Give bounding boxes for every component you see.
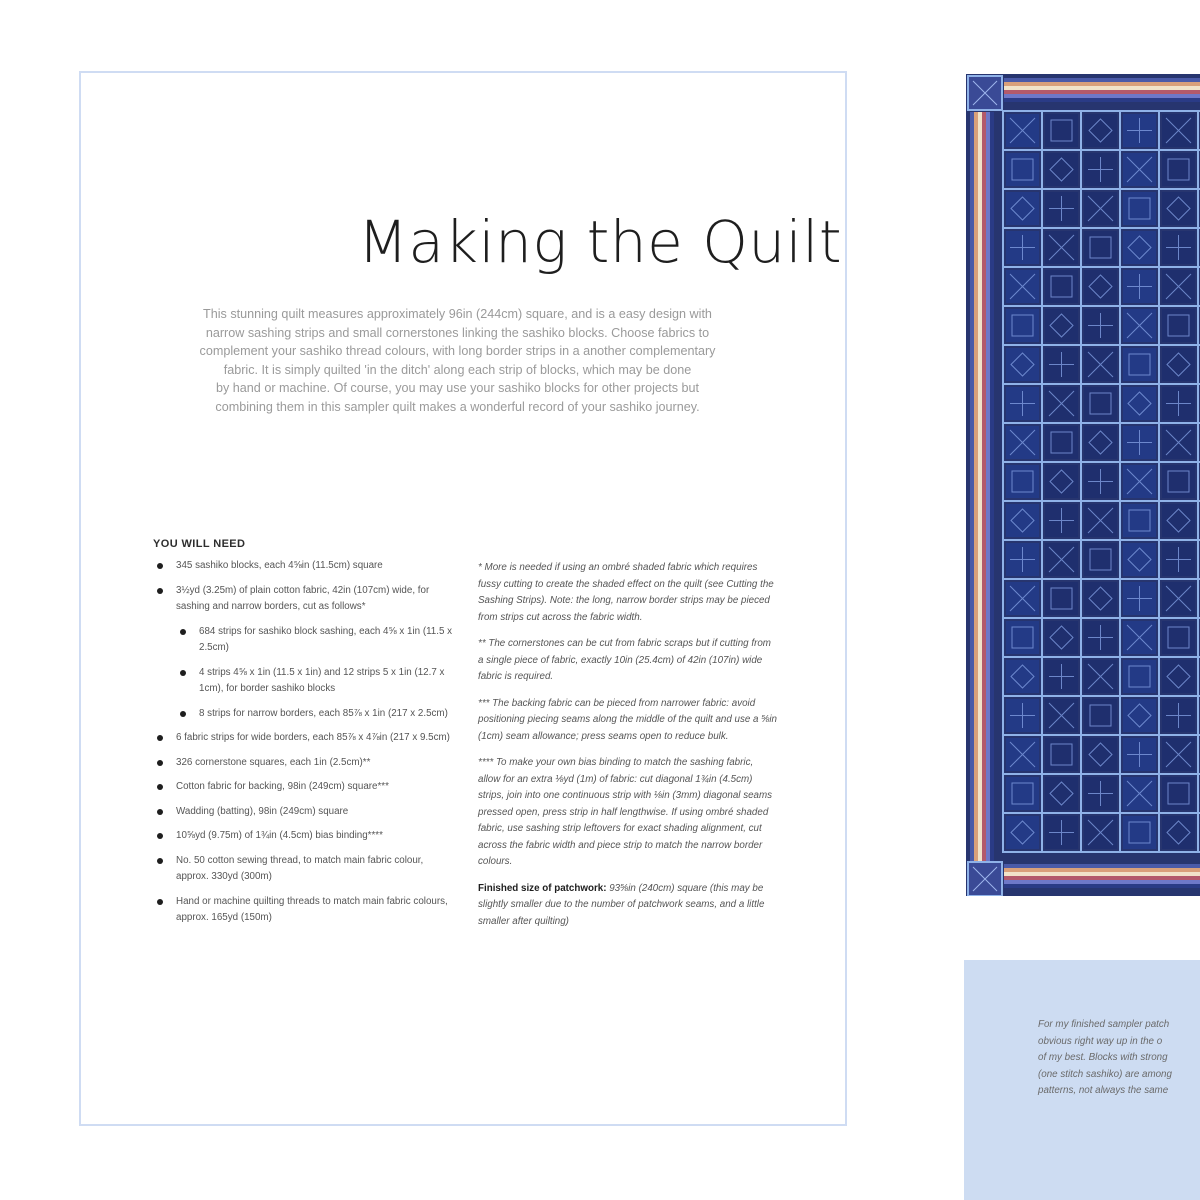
border-stripe (1004, 880, 1200, 884)
needs-sub-list (176, 624, 453, 723)
sashiko-block (1084, 387, 1117, 420)
caption-line: obvious right way up in the o (1038, 1035, 1163, 1047)
intro-line: This stunning quilt measures approximately 96in (244cm) square, and is a easy design with (203, 307, 712, 321)
border-stripe (1004, 82, 1200, 86)
needs-item: 6 fabric strips for wide borders, each 85⅞ x 4⅞in (217 x 9.5cm) (153, 730, 453, 747)
sashiko-block (1006, 153, 1039, 186)
footnote: ** The cornerstones can be cut from fabric scraps but if cutting from a single piece of fabric, exactly 10in (25.4cm) of 42in (107in) wide fabric is required. (478, 638, 771, 682)
sashiko-block (1084, 699, 1117, 732)
intro-line: narrow sashing strips and small cornerstones linking the sashiko blocks. Choose fabrics to (205, 325, 710, 340)
border-stripe (1004, 872, 1200, 876)
needs-item: Cotton fabric for backing, 98in (249cm) square*** (153, 779, 453, 796)
needs-item: Hand or machine quilting threads to match main fabric colours, approx. 165yd (150m) (153, 894, 453, 927)
sashiko-block (1045, 114, 1078, 147)
intro-line: complement your sashiko thread colours, with long border strips in a another complementary (199, 344, 716, 358)
sashiko-block (1123, 192, 1156, 225)
border-stripe (1004, 98, 1200, 102)
sashiko-block (1123, 816, 1156, 849)
materials-list (153, 538, 453, 935)
footnote: *** The backing fabric can be pieced from narrower fabric: avoid positioning piecing seams along the middle of the quilt and use a ⅝in (1cm) seam allowance; press seams open to reduce bulk. (478, 697, 778, 742)
sashiko-block (1006, 621, 1039, 654)
needs-sub-item: 684 strips for sashiko block sashing, each 4⅝ x 1in (11.5 x 2.5cm) (176, 624, 453, 657)
finished-size-text: 93⅝in (240cm) square (this may be slightly smaller due to the number of patchwork seams, and a little smaller after quilting) (478, 882, 765, 927)
you-will-need-heading: YOU WILL NEED (153, 538, 246, 550)
border-stripe (1004, 86, 1200, 90)
caption-line: of my best. Blocks with strong (1038, 1052, 1168, 1063)
needs-list (153, 558, 453, 927)
border-stripe (982, 112, 986, 864)
needs-item: Wadding (batting), 98in (249cm) square (153, 804, 453, 821)
intro-paragraph (130, 305, 785, 416)
border-stripe (974, 112, 978, 864)
border-stripe (970, 112, 974, 864)
caption-text (1038, 1017, 1200, 1100)
sashiko-block (1123, 504, 1156, 537)
intro-line: combining them in this sampler quilt makes a wonderful record of your sashiko journey. (215, 399, 700, 414)
border-stripe (990, 112, 994, 864)
needs-item: 10⅝yd (9.75m) of 1¾in (4.5cm) bias binding**** (153, 828, 453, 845)
sashiko-block (1045, 426, 1078, 459)
sashiko-block (1006, 465, 1039, 498)
sashiko-block (1045, 738, 1078, 771)
footnote: * More is needed if using an ombré shaded fabric which requires fussy cutting to create the shaded effect on the quilt (see Cutting the Sashing Strips). Note: the long, narrow border strips may be pieced from strips cut across the fabric width. (478, 562, 774, 623)
needs-item: 326 cornerstone squares, each 1in (2.5cm)** (153, 755, 453, 772)
sashiko-block (1006, 309, 1039, 342)
quilt-illustration (966, 74, 1200, 896)
sashiko-block (1162, 153, 1195, 186)
border-stripe (1004, 868, 1200, 872)
border-stripe (1004, 94, 1200, 98)
border-stripe (1004, 884, 1200, 888)
border-stripe (1004, 90, 1200, 94)
caption-box (964, 960, 1200, 1200)
border-stripe (986, 112, 990, 864)
footnotes (478, 560, 778, 940)
finished-size-note (478, 881, 778, 931)
finished-size-label: Finished size of patchwork: (478, 882, 607, 894)
needs-sub-item: 4 strips 4⅝ x 1in (11.5 x 1in) and 12 strips 5 x 1in (12.7 x 1cm), for border sashiko blocks (176, 665, 453, 698)
sashiko-block (1123, 660, 1156, 693)
footnote: **** To make your own bias binding to match the sashing fabric, allow for an extra ⅛yd (1m) of fabric: cut diagonal 1¾in (4.5cm) strips, join into one continuous strip with ⅛in (3mm) diagonal seams pressed open, press strip in half lengthwise. If using ombré shaded fabric, use sashing strip leftovers for exact shading alignment, cut across the fabric width and piece strip to match the narrow border colours. (478, 757, 773, 867)
page-title: Making the Quilt (357, 208, 843, 276)
intro-line: by hand or machine. Of course, you may use your sashiko blocks for other projects but (216, 381, 699, 395)
caption-line: (one stitch sashiko) are among (1038, 1068, 1172, 1080)
border-stripe (1004, 78, 1200, 82)
sashiko-block (1084, 543, 1117, 576)
needs-item: 345 sashiko blocks, each 4⅝in (11.5cm) square (153, 558, 453, 575)
sashiko-block (1162, 621, 1195, 654)
border-stripe (1004, 876, 1200, 880)
caption-line: patterns, not always the same (1038, 1085, 1169, 1096)
intro-line: fabric. It is simply quilted 'in the ditch' along each strip of blocks, which may be done (223, 362, 692, 377)
needs-item: No. 50 cotton sewing thread, to match main fabric colour, approx. 330yd (300m) (153, 853, 453, 886)
border-stripe (978, 112, 982, 864)
sashiko-block (1084, 231, 1117, 264)
caption-line: For my finished sampler patch (1038, 1019, 1170, 1030)
sashiko-block (1162, 465, 1195, 498)
quilt-photo (966, 74, 1200, 896)
needs-item (153, 583, 453, 723)
sashiko-block (1006, 777, 1039, 810)
sashiko-block (1045, 270, 1078, 303)
sashiko-block (1162, 777, 1195, 810)
sashiko-block (1162, 309, 1195, 342)
border-stripe (1004, 864, 1200, 868)
sashiko-block (1045, 582, 1078, 615)
needs-item-text: 3½yd (3.25m) of plain cotton fabric, 42in (107cm) wide, for sashing and narrow borders, cut as follows* (176, 584, 430, 612)
sashiko-block (1123, 348, 1156, 381)
needs-sub-item: 8 strips for narrow borders, each 85⅞ x 1in (217 x 2.5cm) (176, 706, 453, 723)
